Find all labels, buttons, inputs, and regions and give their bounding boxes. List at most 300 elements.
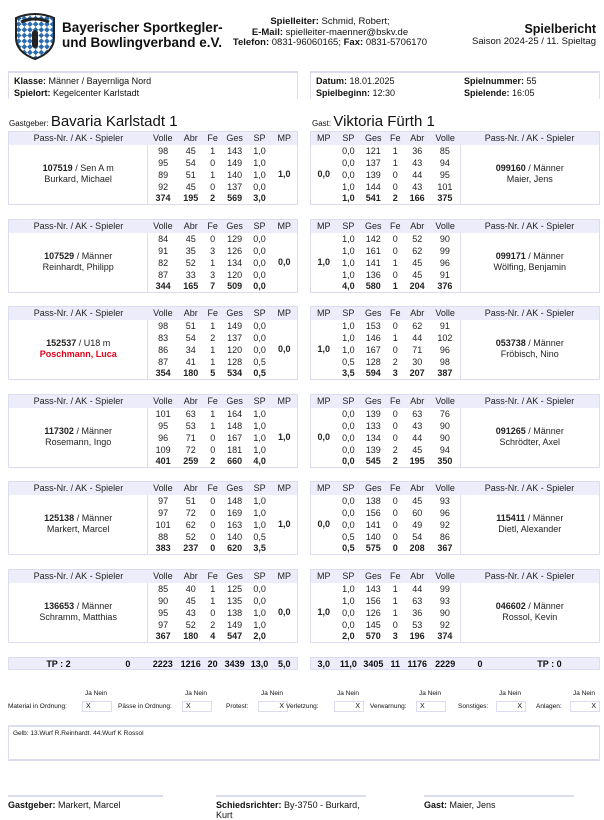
match-points: 0,0 [317,432,330,443]
check-label: Pässe in Ordnung: [118,703,172,710]
guest-total-abr: 1176 [407,658,427,669]
value-cell: 43 [185,607,196,618]
value-cell: 137 [365,157,381,168]
spielende-label: Spielende: [464,88,510,98]
value-cell: 2,0 [342,631,355,642]
value-cell: 0,0 [342,619,355,630]
value-cell: 1 [210,169,216,180]
col-mp: MP [311,395,337,408]
value-cell: 196 [409,631,425,642]
value-cell: 94 [439,444,450,455]
value-cell: 344 [155,281,171,292]
col-abr: Abr [404,220,430,233]
notes-box[interactable]: Gelb: 13.Wurf R.Reinhardt. 44.Wurf K Rossol [8,725,600,761]
col-fe: Fe [386,482,404,495]
value-cell: 72 [185,444,196,455]
value-cell: 90 [439,420,450,431]
value-cell: 84 [158,233,169,244]
organization-name [62,20,223,50]
col-fe: Fe [204,132,222,145]
check-box[interactable]: X [334,701,364,712]
yes-no-header: Ja Nein [419,690,442,697]
value-cell: 98 [439,356,450,367]
col-abr: Abr [404,132,430,145]
email-link[interactable]: spielleiter-maenner@bskv.de [285,26,409,38]
sig-guest-label: Gast: [424,800,448,810]
value-cell: 96 [158,432,169,443]
col-abr: Abr [178,482,204,495]
check-label: Sonstiges: [458,703,489,710]
match-points: 0,0 [278,257,291,268]
value-cell: 0 [210,432,216,443]
spielnummer-label: Spielnummer: [464,76,525,86]
lane-row [9,233,298,245]
value-cell: 126 [365,607,381,618]
value-cell: 153 [365,320,381,331]
value-cell: 620 [227,543,243,554]
value-cell: 137 [227,332,243,343]
value-cell: 0 [210,507,216,518]
home-total-extra: 0 [125,658,131,669]
value-cell: 120 [227,269,243,280]
value-cell: 0,5 [342,543,355,554]
value-cell: 509 [227,281,243,292]
home-total-sp: 13,0 [250,658,269,669]
col-fe: Fe [204,220,222,233]
value-cell: 140 [365,531,381,542]
value-cell: 5 [210,368,216,379]
col-mp: MP [272,220,298,233]
value-cell: 51 [185,495,196,506]
value-cell: 54 [185,157,196,168]
value-cell: 2 [392,193,398,204]
value-cell: 3,5 [253,543,266,554]
player-name: Reinhardt, Philipp [42,262,114,273]
value-cell: 0 [210,607,216,618]
value-cell: 71 [412,344,423,355]
col-ges: Ges [222,220,248,233]
home-player-block [8,394,298,468]
check-label: Verletzung: [286,703,319,710]
value-cell: 45 [412,269,423,280]
value-cell: 1 [210,408,216,419]
col-ges: Ges [222,132,248,145]
value-cell: 149 [227,320,243,331]
col-mp: MP [311,482,337,495]
value-cell: 0,0 [342,444,355,455]
value-cell: 44 [412,432,423,443]
value-cell: 99 [439,245,450,256]
phone-label: Telefon: [232,37,270,48]
check-box[interactable]: X [416,701,446,712]
checks-row [0,690,604,714]
klasse-label: Klasse: [14,76,47,86]
check-box[interactable]: X [570,701,600,712]
value-cell: 165 [183,281,199,292]
pass-number: 099171 [495,251,526,262]
yes-no-header: Ja Nein [337,690,360,697]
value-cell: 44 [412,169,423,180]
value-cell: 4 [210,631,216,642]
player-cell [460,495,599,555]
value-cell: 1 [392,607,398,618]
value-cell: 137 [227,181,243,192]
player-cell [460,583,599,643]
match-class-box [8,71,298,99]
lane-row [9,320,298,332]
bskv-logo-icon [13,10,57,60]
col-volle: Volle [148,220,178,233]
value-cell: 52 [185,619,196,630]
pass-number: 046602 [495,601,526,612]
home-total-abr: 1216 [180,658,201,669]
value-cell: 0 [210,543,216,554]
value-cell: 0,0 [253,269,266,280]
value-cell: 88 [158,531,169,542]
check-box[interactable]: X [258,701,288,712]
value-cell: 545 [365,456,381,467]
yes-no-header: Ja Nein [185,690,208,697]
match-points: 1,0 [317,607,330,618]
value-cell: 0 [392,181,398,192]
value-cell: 1,0 [342,320,355,331]
value-cell: 93 [439,595,450,606]
value-cell: 580 [365,281,381,292]
value-cell: 145 [365,619,381,630]
value-cell: 0,5 [253,368,266,379]
value-cell: 36 [412,145,423,156]
col-mp: MP [272,570,298,583]
value-cell: 97 [158,495,169,506]
value-cell: 62 [412,320,423,331]
value-cell: 1,0 [342,233,355,244]
check-label: Anlagen: [536,703,562,710]
value-cell: 3 [210,245,216,256]
value-cell: 53 [412,619,423,630]
guest-total-extra: 0 [477,658,483,669]
value-cell: 121 [365,145,381,156]
value-cell: 0 [392,420,398,431]
value-cell: 35 [185,245,196,256]
value-cell: 2 [392,456,398,467]
player-name: Rossol, Kevin [502,612,558,623]
col-player: Pass-Nr. / AK - Spieler [9,132,148,145]
value-cell: 207 [409,368,425,379]
value-cell: 164 [227,408,243,419]
value-cell: 0,0 [253,583,266,594]
player-cell [9,233,148,293]
fax-value: 0831-5706170 [365,37,428,48]
age-class: / Männer [525,513,564,524]
value-cell: 0 [392,408,398,419]
value-cell: 97 [158,619,169,630]
value-cell: 0 [210,181,216,192]
value-cell: 0 [392,169,398,180]
col-player: Pass-Nr. / AK - Spieler [460,482,599,495]
guest-total-fe: 11 [390,658,401,669]
value-cell: 350 [437,456,453,467]
pass-number: 152537 [46,338,77,349]
player-name: Maier, Jens [506,174,553,185]
col-abr: Abr [404,395,430,408]
player-cell [9,145,148,205]
value-cell: 128 [365,356,381,367]
value-cell: 36 [412,607,423,618]
signature-referee [216,795,366,820]
value-cell: 1 [210,320,216,331]
home-player-block [8,131,298,205]
col-abr: Abr [178,307,204,320]
value-cell: 1,0 [253,408,266,419]
value-cell: 92 [158,181,169,192]
col-abr: Abr [404,307,430,320]
value-cell: 0,0 [342,408,355,419]
col-abr: Abr [178,395,204,408]
value-cell: 125 [227,583,243,594]
col-player: Pass-Nr. / AK - Spieler [9,570,148,583]
home-team-heading [9,113,178,130]
check-box[interactable]: X [182,701,212,712]
value-cell: 367 [155,631,171,642]
match-points: 0,0 [278,344,291,355]
col-ges: Ges [360,307,386,320]
value-cell: 62 [185,519,196,530]
guest-player-block [310,131,600,205]
col-player: Pass-Nr. / AK - Spieler [460,570,599,583]
value-cell: 237 [183,543,199,554]
pass-number: 107529 [44,251,75,262]
value-cell: 204 [409,281,425,292]
value-cell: 0,0 [342,432,355,443]
col-fe: Fe [386,132,404,145]
value-cell: 44 [412,332,423,343]
league-contact [230,17,430,49]
col-player: Pass-Nr. / AK - Spieler [9,395,148,408]
col-sp: SP [336,220,360,233]
value-cell: 0 [210,157,216,168]
value-cell: 85 [439,145,450,156]
col-ges: Ges [222,307,248,320]
home-totals-row [8,657,298,670]
value-cell: 45 [412,495,423,506]
value-cell: 95 [439,169,450,180]
value-cell: 63 [185,408,196,419]
value-cell: 72 [185,507,196,518]
value-cell: 45 [185,181,196,192]
value-cell: 180 [183,368,199,379]
col-player: Pass-Nr. / AK - Spieler [460,395,599,408]
signature-home [8,795,163,810]
sig-home-label: Gastgeber: [8,800,56,810]
value-cell: 91 [158,245,169,256]
home-total-volle: 2223 [152,658,173,669]
col-fe: Fe [204,482,222,495]
home-player-block [8,306,298,380]
value-cell: 135 [227,595,243,606]
pass-number: 125138 [44,513,75,524]
value-cell: 1,0 [253,145,266,156]
value-cell: 570 [365,631,381,642]
value-cell: 1,0 [342,181,355,192]
player-cell [9,495,148,555]
value-cell: 140 [227,169,243,180]
col-player: Pass-Nr. / AK - Spieler [460,132,599,145]
value-cell: 0 [210,531,216,542]
value-cell: 95 [158,157,169,168]
value-cell: 126 [227,245,243,256]
value-cell: 52 [185,531,196,542]
col-sp: SP [336,132,360,145]
value-cell: 208 [409,543,425,554]
col-fe: Fe [386,395,404,408]
col-player: Pass-Nr. / AK - Spieler [9,482,148,495]
value-cell: 3 [210,269,216,280]
value-cell: 1 [210,344,216,355]
col-ges: Ges [360,220,386,233]
lane-row [9,145,298,157]
pass-number: 117302 [44,426,74,437]
player-cell [460,320,599,380]
value-cell: 2 [210,619,216,630]
value-cell: 93 [439,495,450,506]
value-cell: 1,0 [253,169,266,180]
value-cell: 0,0 [253,181,266,192]
value-cell: 52 [412,233,423,244]
check-box[interactable]: X [496,701,526,712]
value-cell: 34 [185,344,196,355]
value-cell: 375 [437,193,453,204]
col-sp: SP [336,570,360,583]
check-label: Protest: [226,703,249,710]
value-cell: 82 [158,257,169,268]
col-volle: Volle [430,482,460,495]
value-cell: 0 [210,444,216,455]
value-cell: 1,0 [253,432,266,443]
value-cell: 2 [210,332,216,343]
value-cell: 54 [412,531,423,542]
value-cell: 0,0 [253,257,266,268]
value-cell: 149 [227,157,243,168]
value-cell: 134 [227,257,243,268]
value-cell: 0,0 [253,281,266,292]
player-cell [460,408,599,468]
value-cell: 134 [365,432,381,443]
age-class: / Männer [74,513,113,524]
value-cell: 0 [392,531,398,542]
lane-row [311,408,600,420]
value-cell: 90 [158,595,169,606]
age-class: / Männer [525,163,564,174]
value-cell: 1 [210,356,216,367]
value-cell: 92 [439,519,450,530]
player-name: Wölfing, Benjamin [493,262,567,273]
value-cell: 138 [227,607,243,618]
lead-value: Schmid, Robert; [321,16,390,27]
col-volle: Volle [430,307,460,320]
sig-ref-value: By-3750 - Burkard, Kurt [216,800,360,820]
home-player-block [8,481,298,555]
value-cell: 0 [392,233,398,244]
org-line-2: und Bowlingverband e.V. [62,35,223,50]
value-cell: 49 [412,519,423,530]
match-points: 1,0 [278,169,291,180]
col-volle: Volle [430,132,460,145]
value-cell: 92 [439,619,450,630]
value-cell: 3 [392,368,398,379]
sig-home-value: Markert, Marcel [58,800,121,810]
value-cell: 45 [412,257,423,268]
pass-number: 115411 [496,513,526,524]
col-mp: MP [311,570,337,583]
value-cell: 0 [392,245,398,256]
age-class: / Männer [73,426,112,437]
col-fe: Fe [386,570,404,583]
spielbeginn-value: 12:30 [372,88,396,98]
value-cell: 0 [392,269,398,280]
value-cell: 0 [392,344,398,355]
value-cell: 1,0 [253,495,266,506]
player-name: Schrödter, Axel [499,437,561,448]
lane-row [311,495,600,507]
value-cell: 139 [365,444,381,455]
guest-total-ges: 3405 [363,658,384,669]
value-cell: 51 [185,169,196,180]
home-tp: TP : 2 [46,658,71,669]
spielort-value: Kegelcenter Karlstadt [53,88,140,98]
value-cell: 45 [185,145,196,156]
value-cell: 1,0 [253,519,266,530]
value-cell: 0,0 [342,145,355,156]
klasse-value: Männer / Bayernliga Nord [48,76,152,86]
value-cell: 0,5 [342,356,355,367]
age-class: / Sen A m [72,163,114,174]
yes-no-header: Ja Nein [85,690,108,697]
datum-label: Datum: [316,76,347,86]
pass-number: 099160 [495,163,526,174]
value-cell: 0 [392,495,398,506]
value-cell: 0,0 [253,332,266,343]
player-cell [9,320,148,380]
value-cell: 0,0 [253,245,266,256]
value-cell: 1 [392,583,398,594]
value-cell: 0 [392,519,398,530]
value-cell: 43 [412,420,423,431]
email-label: E-Mail: [251,26,284,38]
lane-row [311,583,600,595]
check-label: Verwarnung: [370,703,407,710]
value-cell: 1 [392,257,398,268]
value-cell: 1,0 [342,583,355,594]
value-cell: 71 [185,432,196,443]
col-volle: Volle [430,395,460,408]
value-cell: 120 [227,344,243,355]
value-cell: 0,0 [253,595,266,606]
value-cell: 169 [227,507,243,518]
value-cell: 4,0 [342,281,355,292]
player-name: Rosemann, Ingo [45,437,112,448]
value-cell: 0,5 [253,356,266,367]
col-fe: Fe [386,307,404,320]
player-cell [9,583,148,643]
check-box[interactable]: X [82,701,112,712]
value-cell: 1,0 [253,507,266,518]
player-name: Markert, Marcel [46,524,110,535]
value-cell: 139 [365,169,381,180]
value-cell: 3,5 [342,368,355,379]
value-cell: 163 [227,519,243,530]
col-sp: SP [248,307,272,320]
home-team-name: Bavaria Karlstadt 1 [50,113,178,130]
